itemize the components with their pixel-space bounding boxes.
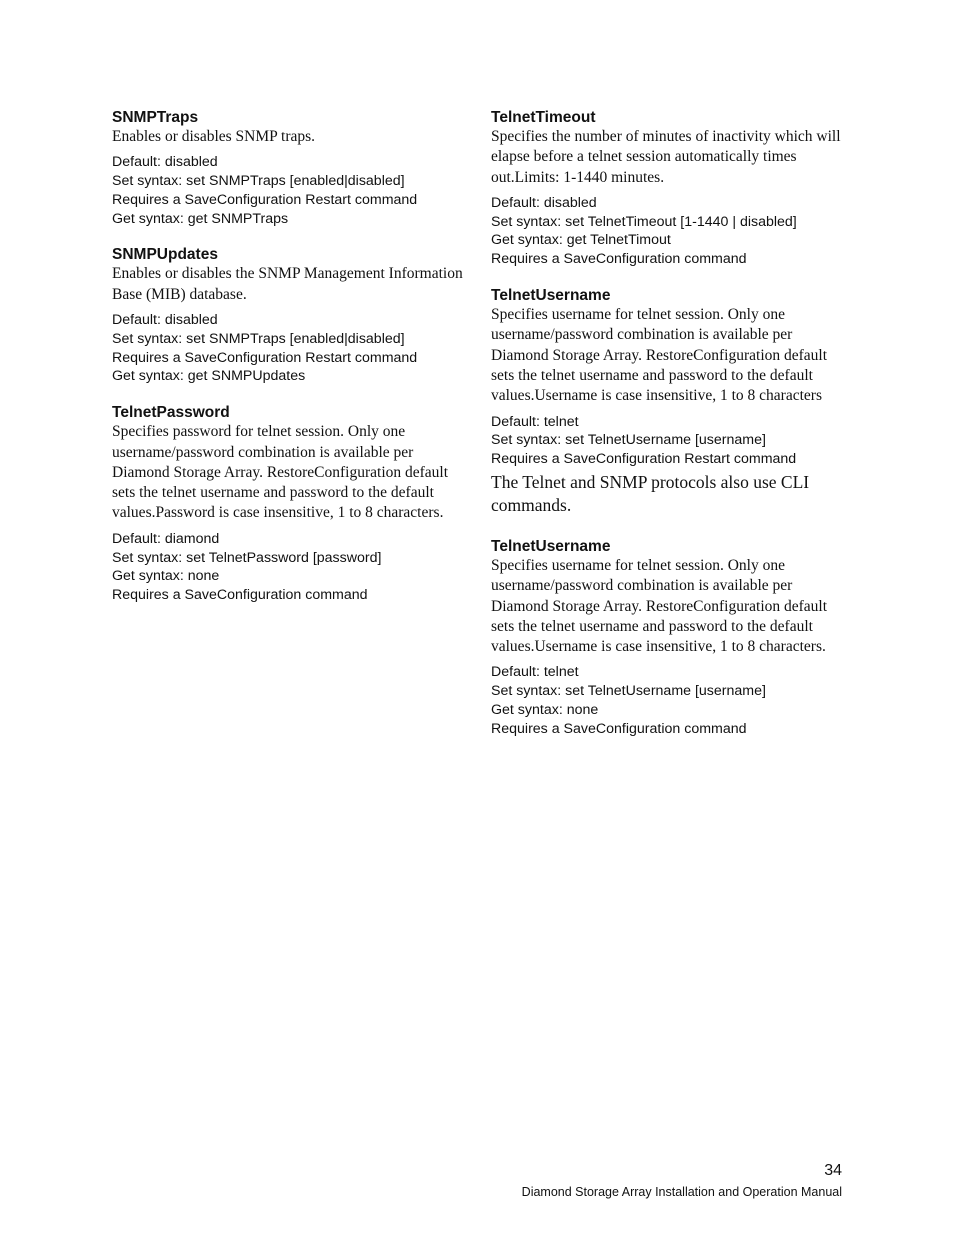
section-telnetpassword [112,403,467,605]
description-line: Enables or disables SNMP traps. [112,128,316,145]
spec-line: Requires a SaveConfiguration Restart command [112,191,418,208]
spec-line: Set syntax: set TelnetUsername [username] [491,683,766,700]
note-line: commands. [491,494,572,515]
spec-line: Get syntax: get SNMPTraps [112,210,289,227]
section-heading: TelnetUsername [491,287,611,305]
section-description [491,556,846,657]
description-line: Enables or disables the SNMP Management Information [112,265,463,283]
description-line: username/password combination is available per [112,443,414,461]
spec-line: Set syntax: set TelnetPassword [password] [112,549,382,566]
section-heading: TelnetUsername [491,537,611,555]
spec-line: Get syntax: get TelnetTimout [491,232,671,249]
section-description [112,422,467,523]
description-line: sets the telnet username and password to the default [112,484,434,502]
spec-line: Set syntax: set TelnetUsername [username] [491,432,766,449]
section-spec [112,311,467,386]
spec-line: Get syntax: get SNMPUpdates [112,368,306,385]
description-line: Specifies the number of minutes of inactivity which will [491,128,841,145]
section-description [491,305,846,406]
description-line: values.Password is case insensitive, 1 to 8 characters. [112,504,444,522]
spec-line: Default: disabled [112,154,218,171]
page-number: 34 [824,1162,842,1179]
section-telnetusername-2 [491,537,846,739]
section-description [491,127,846,188]
description-line: sets the telnet username and password to the default [491,617,813,635]
spec-line: Default: telnet [491,413,579,430]
spec-line: Requires a SaveConfiguration command [112,587,368,604]
description-line: Diamond Storage Array. RestoreConfiguration default [491,346,828,364]
spec-line: Requires a SaveConfiguration Restart command [491,451,797,468]
spec-line: Default: diamond [112,530,220,547]
description-line: elapse before a telnet session automatically times [491,148,797,166]
description-line: values.Username is case insensitive, 1 to 8 characters [491,387,822,405]
description-line: Specifies username for telnet session. Only one [491,306,785,324]
description-line: Diamond Storage Array. RestoreConfiguration default [491,597,828,615]
description-line: username/password combination is available per [491,326,793,344]
section-heading: TelnetPassword [112,404,230,422]
description-line: Specifies password for telnet session. Only one [112,423,406,441]
description-line: username/password combination is available per [491,577,793,595]
description-line: Base (MIB) database. [112,285,247,303]
manual-title: Diamond Storage Array Installation and Operation Manual [521,1185,842,1199]
description-line: Specifies username for telnet session. Only one [491,556,785,574]
section-snmpupdates [112,245,467,386]
description-line: values.Username is case insensitive, 1 to 8 characters. [491,638,826,656]
section-spec [491,663,846,738]
spec-line: Default: disabled [491,194,597,211]
section-telnetusername [491,286,846,517]
right-column [491,108,846,756]
section-heading: TelnetTimeout [491,109,596,126]
section-description [112,127,467,147]
section-spec [491,194,846,269]
spec-line: Requires a SaveConfiguration command [491,251,747,268]
left-column [112,108,467,622]
description-line: out.Limits: 1-1440 minutes. [491,168,665,186]
spec-line: Get syntax: none [491,702,599,719]
spec-line: Requires a SaveConfiguration command [491,720,747,737]
section-description [112,264,467,305]
description-line: sets the telnet username and password to the default [491,366,813,384]
spec-line: Set syntax: set TelnetTimeout [1-1440 | disabled] [491,213,797,230]
spec-line: Set syntax: set SNMPTraps [enabled|disabled] [112,330,405,347]
spec-line: Set syntax: set SNMPTraps [enabled|disabled] [112,173,405,190]
section-heading: SNMPTraps [112,109,199,126]
section-telnettimeout [491,108,846,269]
section-snmptraps [112,108,467,228]
section-spec [491,413,846,469]
section-heading: SNMPUpdates [112,246,218,264]
protocol-note [491,471,846,517]
section-spec [112,153,467,228]
spec-line: Default: telnet [491,664,579,681]
description-line: Diamond Storage Array. RestoreConfiguration default [112,463,449,481]
spec-line: Requires a SaveConfiguration Restart command [112,349,418,366]
spec-line: Default: disabled [112,312,218,329]
section-spec [112,530,467,605]
spec-line: Get syntax: none [112,568,220,585]
note-line: The Telnet and SNMP protocols also use CLI [491,471,810,492]
